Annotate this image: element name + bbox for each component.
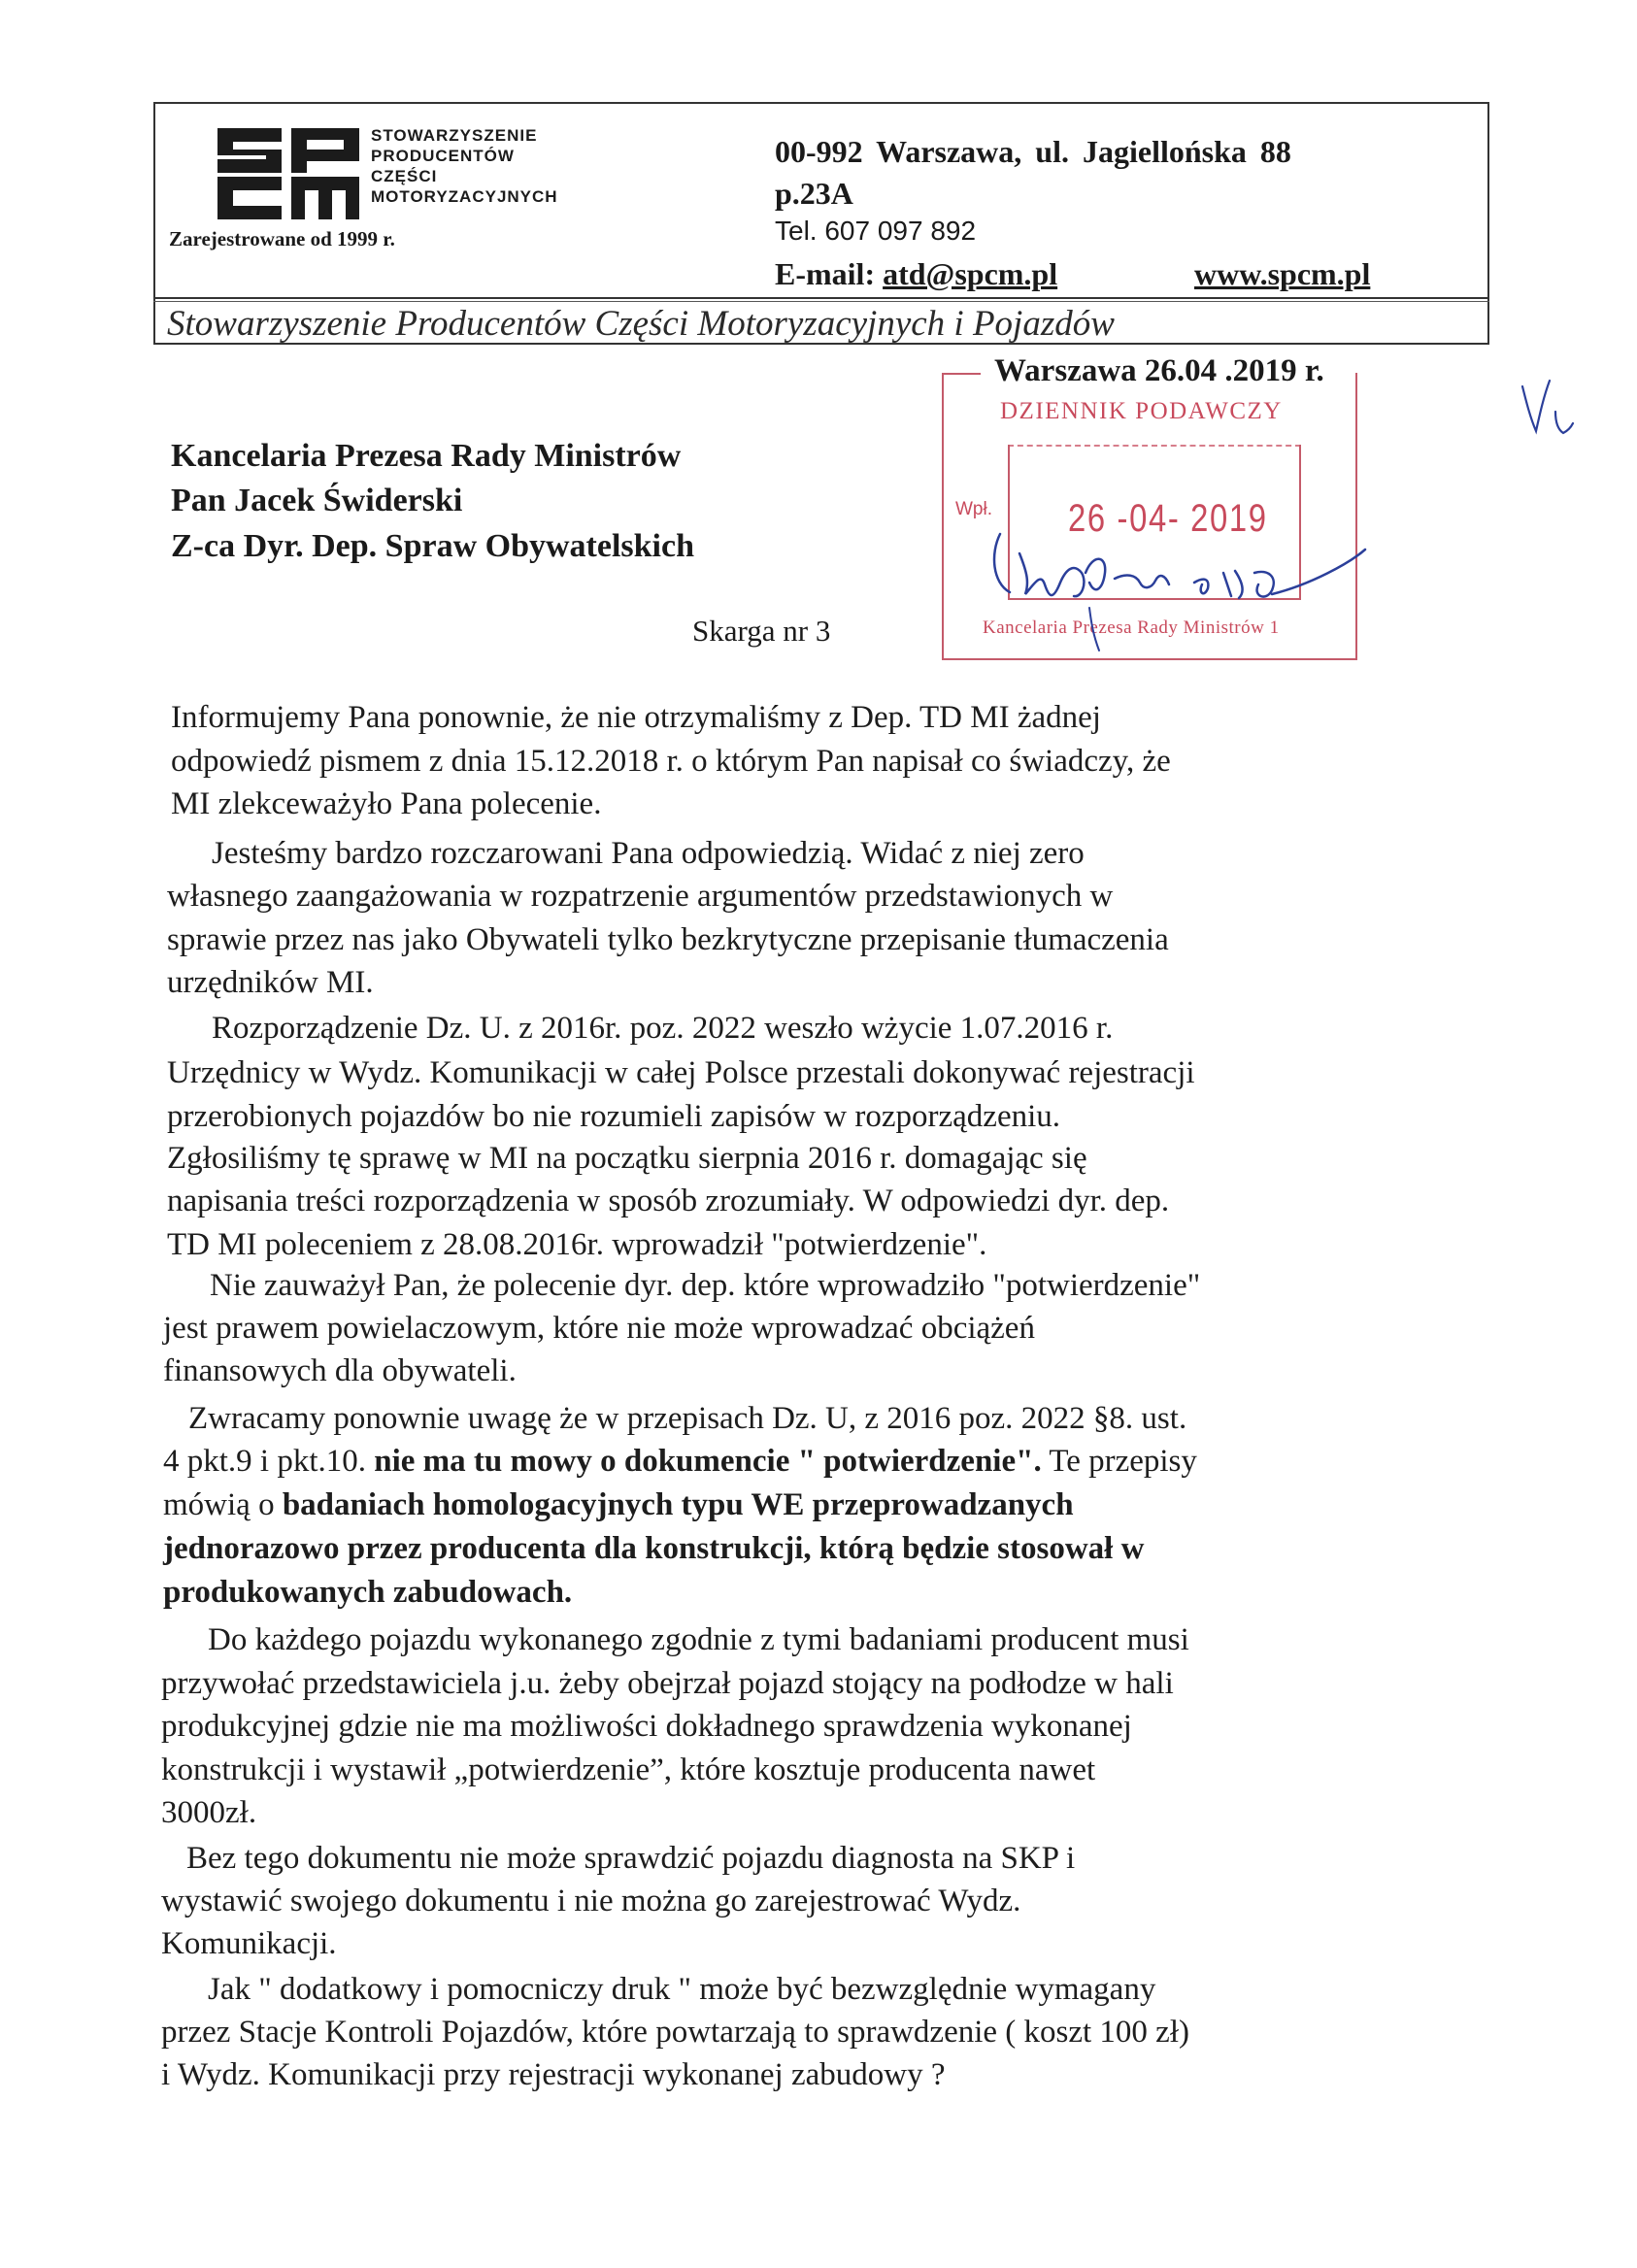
body-line: i Wydz. Komunikacji przy rejestracji wykonanej zabudowy ? xyxy=(161,2057,946,2092)
body-line: odpowiedź pismem z dnia 15.12.2018 r. o którym Pan napisał co świadczy, że xyxy=(171,744,1171,779)
emphasis: produkowanych zabudowach. xyxy=(163,1575,573,1610)
body-line xyxy=(163,1533,1144,1565)
body-line: Nie zauważył Pan, że polecenie dyr. dep. które wprowadziło "potwierdzenie" xyxy=(210,1268,1201,1303)
stamp-footer: Kancelaria Prezesa Rady Ministrów 1 xyxy=(983,617,1280,638)
body-line: konstrukcji i wystawił „potwierdzenie”, które kosztuje producenta nawet xyxy=(161,1752,1096,1787)
org-name-line-4: MOTORYZACYJNYCH xyxy=(371,187,558,206)
addressee-name: Pan Jacek Świderski xyxy=(171,483,463,518)
addressee-institution: Kancelaria Prezesa Rady Ministrów xyxy=(171,438,682,474)
body-line: produkcyjnej gdzie nie ma możliwości dokładnego sprawdzenia wykonanej xyxy=(161,1709,1132,1744)
body-line: Jesteśmy bardzo rozczarowani Pana odpowiedzią. Widać z niej zero xyxy=(212,836,1085,871)
body-line: finansowych dla obywateli. xyxy=(163,1353,517,1388)
website-link[interactable]: www.spcm.pl xyxy=(1194,256,1371,291)
body-line: Informujemy Pana ponownie, że nie otrzymaliśmy z Dep. TD MI żadnej xyxy=(171,700,1101,735)
body-line: sprawie przez nas jako Obywateli tylko bezkrytyczne przepisanie tłumaczenia xyxy=(167,922,1169,957)
org-name-line-1: STOWARZYSZENIE xyxy=(371,126,538,145)
body-line: 3000zł. xyxy=(161,1795,257,1830)
org-name-line-3: CZĘŚCI xyxy=(371,167,438,185)
phone-number: Tel. 607 097 892 xyxy=(775,216,977,246)
body-line: Zgłosiliśmy tę sprawę w MI na początku sierpnia 2016 r. domagając się xyxy=(167,1141,1087,1176)
body-line: Jak " dodatkowy i pomocniczy druk " może być bezwzględnie wymagany xyxy=(208,1972,1156,2007)
body-line: Zwracamy ponownie uwagę że w przepisach Dz. U, z 2016 poz. 2022 §8. ust. xyxy=(188,1401,1187,1436)
body-line: urzędników MI. xyxy=(167,965,374,1000)
body-line: TD MI poleceniem z 28.08.2016r. wprowadził "potwierdzenie". xyxy=(167,1227,987,1262)
body-line: Bez tego dokumentu nie może sprawdzić pojazdu diagnosta na SKP i xyxy=(186,1841,1076,1876)
addressee-title: Z-ca Dyr. Dep. Spraw Obywatelskich xyxy=(171,528,694,564)
address-line-2: p.23A xyxy=(775,176,853,211)
address-line-1: 00-992 Warszawa, ul. Jagiellońska 88 xyxy=(775,134,1291,169)
stamp-received-label: Wpł. xyxy=(955,499,992,519)
emphasis: nie ma tu mowy o dokumencie " potwierdzenie". xyxy=(374,1444,1042,1479)
body-line: MI zlekceważyło Pana polecenie. xyxy=(171,786,602,821)
body-line: mówią o badaniach homologacyjnych typu WE przeprowadzanych xyxy=(163,1487,1074,1522)
org-name-line-2: PRODUCENTÓW xyxy=(371,147,515,165)
complaint-title: Skarga nr 3 xyxy=(692,614,831,648)
email-link[interactable]: atd@spcm.pl xyxy=(883,256,1058,291)
body-line: Rozporządzenie Dz. U. z 2016r. poz. 2022 weszło wżycie 1.07.2016 r. xyxy=(212,1011,1114,1046)
stamp-title: DZIENNIK PODAWCZY xyxy=(1000,398,1283,424)
body-line: Komunikacji. xyxy=(161,1926,337,1961)
body-line: jest prawem powielaczowym, które nie może wprowadzać obciążeń xyxy=(163,1311,1035,1346)
body-line: Do każdego pojazdu wykonanego zgodnie z tymi badaniami producent musi xyxy=(208,1622,1189,1657)
body-line xyxy=(163,1577,572,1609)
body-line: 4 pkt.9 i pkt.10. nie ma tu mowy o dokumencie " potwierdzenie". Te przepisy xyxy=(163,1444,1197,1479)
body-line: Urzędnicy w Wydz. Komunikacji w całej Polsce przestali dokonywać rejestracji xyxy=(167,1055,1195,1090)
body-line: przywołać przedstawiciela j.u. żeby obejrzał pojazd stojący na podłodze w hali xyxy=(161,1666,1174,1701)
email-label: E-mail: xyxy=(775,256,884,291)
body-line: przez Stacje Kontroli Pojazdów, które powtarzają to sprawdzenie ( koszt 100 zł) xyxy=(161,2015,1189,2050)
body-line: przerobionych pojazdów bo nie rozumieli zapisów w rozporządzeniu. xyxy=(167,1099,1061,1134)
body-line: własnego zaangażowania w rozpatrzenie argumentów przedstawionych w xyxy=(167,879,1114,914)
emphasis: badaniach homologacyjnych typu WE przeprowadzanych xyxy=(282,1487,1074,1522)
stamp-date: 26 -04- 2019 xyxy=(1068,497,1268,540)
body-line: wystawić swojego dokumentu i nie można go zarejestrować Wydz. xyxy=(161,1884,1021,1918)
emphasis: jednorazowo przez producenta dla konstrukcji, którą będzie stosował w xyxy=(163,1531,1145,1566)
body-line: napisania treści rozporządzenia w sposób zrozumiały. W odpowiedzi dyr. dep. xyxy=(167,1184,1170,1218)
org-full-name: Stowarzyszenie Producentów Części Motoryzacyjnych i Pojazdów xyxy=(167,304,1115,344)
registered-since: Zarejestrowane od 1999 r. xyxy=(169,227,395,250)
letter-date: Warszawa 26.04 .2019 r. xyxy=(994,353,1324,388)
